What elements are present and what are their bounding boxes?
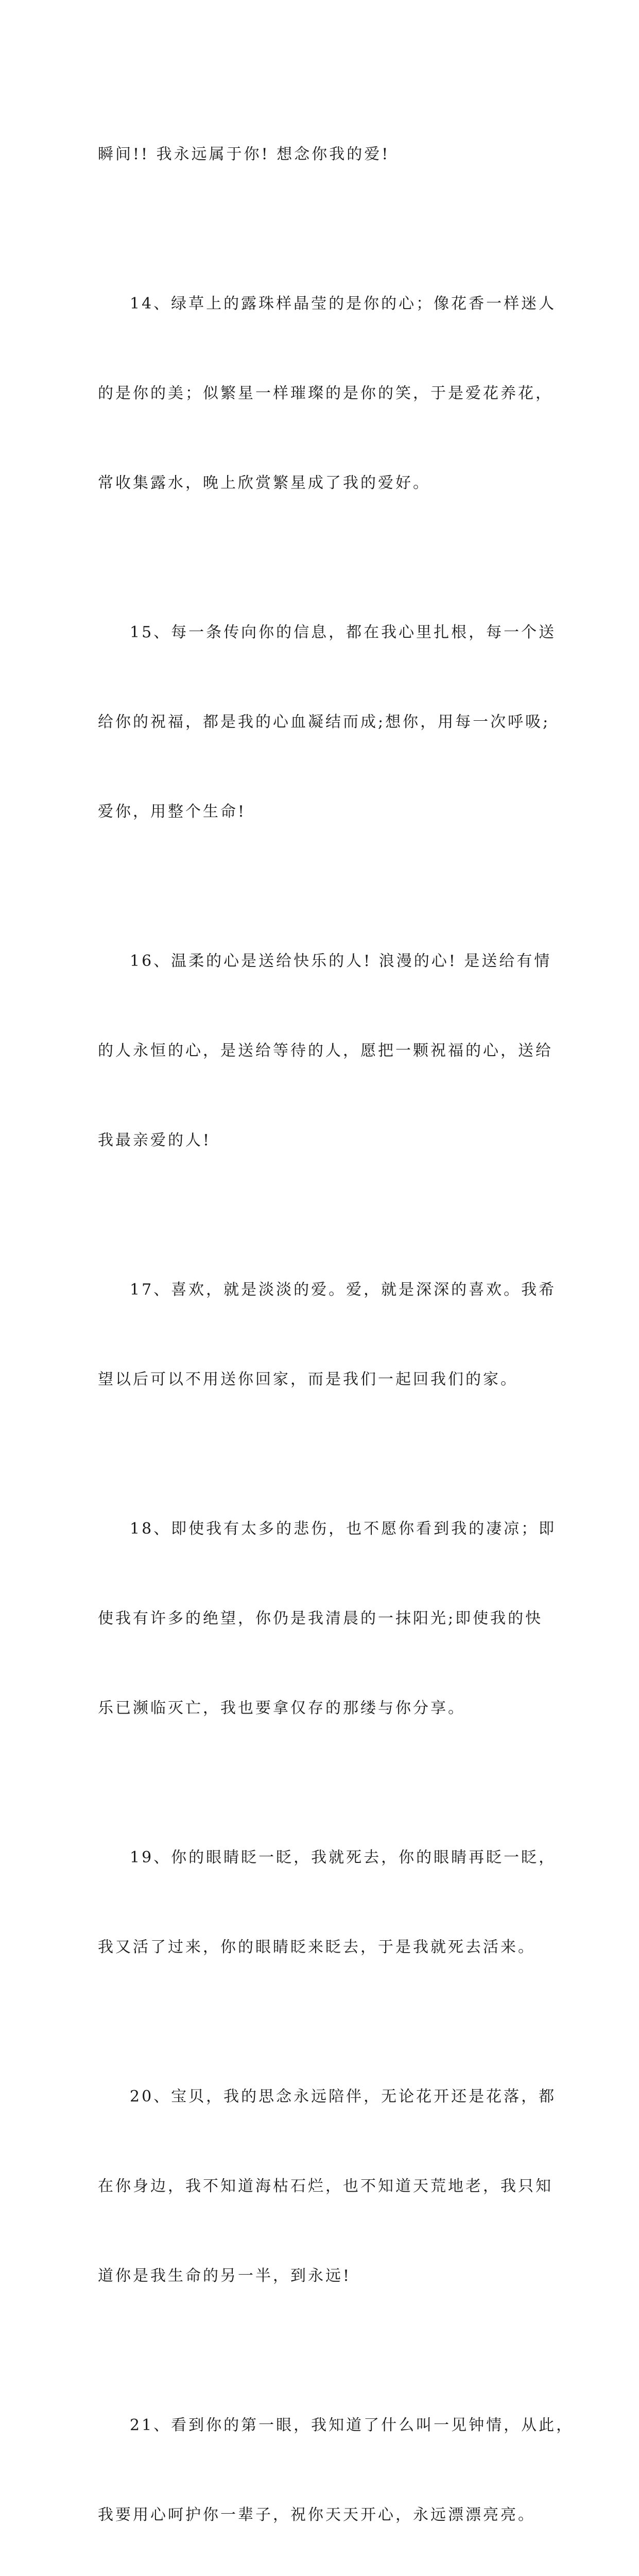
text-line: 给你的祝福，都是我的心血凝结而成;想你，用每一次呼吸; [98, 713, 550, 731]
text-line: 我要用心呵护你一辈子，祝你天天开心，永远漂漂亮亮。 [98, 2506, 536, 2524]
paragraph-18 [98, 1454, 557, 1783]
text-line: 道你是我生命的另一半，到永远! [98, 2267, 352, 2285]
text-line: 14、绿草上的露珠样晶莹的是你的心；像花香一样迷人 [130, 295, 557, 313]
paragraph-19 [98, 1783, 557, 2022]
text-line: 的人永恒的心，是送给等待的人，愿把一颗祝福的心，送给 [98, 1042, 553, 1060]
text-line: 瞬间!! 我永远属于你! 想念你我的爱! [98, 145, 390, 163]
text-line: 我最亲爱的人! [98, 1131, 212, 1149]
text-line: 19、你的眼睛眨一眨，我就死去，你的眼睛再眨一眨， [130, 1849, 557, 1867]
paragraph-21 [98, 2351, 574, 2576]
paragraph-17 [98, 1215, 557, 1454]
text-line: 我又活了过来，你的眼睛眨来眨去，于是我就死去活来。 [98, 1938, 536, 1956]
text-line: 在你身边，我不知道海枯石烂，也不知道天荒地老，我只知 [98, 2177, 553, 2195]
text-line: 常收集露水，晚上欣赏繁星成了我的爱好。 [98, 474, 430, 492]
paragraph-16 [98, 887, 553, 1215]
text-line: 17、喜欢，就是淡淡的爱。爱，就是深深的喜欢。我希 [130, 1281, 557, 1299]
text-line: 爱你，用整个生命! [98, 803, 247, 821]
text-line: 15、每一条传向你的信息，都在我心里扎根，每一个送 [130, 623, 557, 641]
text-line: 的是你的美；似繁星一样璀璨的是你的笑，于是爱花养花， [98, 384, 553, 402]
document-body [98, 80, 574, 2576]
paragraph-15 [98, 558, 557, 887]
paragraph-13-continuation [98, 80, 541, 229]
text-line: 20、宝贝，我的思念永远陪伴，无论花开还是花落，都 [130, 2088, 557, 2106]
text-line: 21、看到你的第一眼，我知道了什么叫一见钟情，从此， [130, 2416, 574, 2434]
text-line: 乐已濒临灭亡，我也要拿仅存的那缕与你分享。 [98, 1699, 465, 1717]
text-line: 18、即使我有太多的悲伤，也不愿你看到我的凄凉；即 [130, 1520, 557, 1538]
text-line: 望以后可以不用送你回家，而是我们一起回我们的家。 [98, 1370, 518, 1388]
text-line: 16、温柔的心是送给快乐的人! 浪漫的心! 是送给有情 [130, 952, 552, 970]
text-line: 使我有许多的绝望，你仍是我清晨的一抹阳光;即使我的快 [98, 1609, 543, 1628]
paragraph-14 [98, 229, 557, 558]
paragraph-20 [98, 2022, 557, 2351]
